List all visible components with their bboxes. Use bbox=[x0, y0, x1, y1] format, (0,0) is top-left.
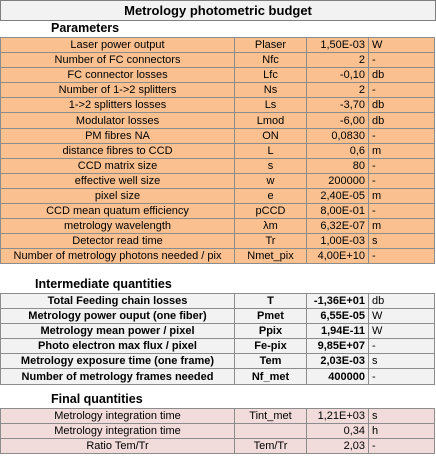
row-symbol-cell[interactable]: λm bbox=[235, 219, 307, 234]
row-name-cell[interactable]: Metrology integration time bbox=[1, 409, 235, 424]
row-unit-cell[interactable]: db bbox=[369, 68, 435, 83]
table-row bbox=[1, 128, 435, 143]
row-unit-cell[interactable]: - bbox=[369, 369, 435, 384]
row-name-cell[interactable]: Ratio Tem/Tr bbox=[1, 439, 235, 454]
parameters-heading[interactable]: Parameters bbox=[51, 21, 120, 35]
row-symbol-cell[interactable]: Ls bbox=[235, 98, 307, 113]
row-unit-cell[interactable]: s bbox=[369, 409, 435, 424]
row-unit-cell[interactable]: - bbox=[369, 173, 435, 188]
row-symbol-cell[interactable]: w bbox=[235, 173, 307, 188]
row-name-cell[interactable]: Metrology power ouput (one fiber) bbox=[1, 309, 235, 324]
row-value-cell[interactable]: 2,03 bbox=[307, 439, 369, 454]
row-symbol-cell[interactable]: Ppix bbox=[235, 324, 307, 339]
row-value-cell[interactable]: 400000 bbox=[307, 369, 369, 384]
table-row bbox=[1, 354, 435, 369]
row-name-cell[interactable]: Modulator losses bbox=[1, 113, 235, 128]
row-value-cell[interactable]: -0,10 bbox=[307, 68, 369, 83]
row-value-cell[interactable]: 4,00E+10 bbox=[307, 249, 369, 264]
row-value-cell[interactable]: 2 bbox=[307, 83, 369, 98]
row-symbol-cell[interactable]: e bbox=[235, 188, 307, 203]
row-name-cell[interactable]: Total Feeding chain losses bbox=[1, 294, 235, 309]
row-symbol-cell[interactable]: Tem bbox=[235, 354, 307, 369]
table-row bbox=[1, 188, 435, 203]
budget-title[interactable]: Metrology photometric budget bbox=[0, 0, 436, 21]
row-value-cell[interactable]: 1,50E-03 bbox=[307, 38, 369, 53]
row-symbol-cell[interactable]: T bbox=[235, 294, 307, 309]
table-row bbox=[1, 294, 435, 309]
row-name-cell[interactable]: Metrology exposure time (one frame) bbox=[1, 354, 235, 369]
intermediate-table bbox=[0, 293, 435, 385]
row-symbol-cell[interactable]: Tint_met bbox=[235, 409, 307, 424]
row-unit-cell[interactable]: m bbox=[369, 188, 435, 203]
row-unit-cell[interactable]: m bbox=[369, 219, 435, 234]
table-row bbox=[1, 409, 435, 424]
table-row bbox=[1, 424, 435, 439]
row-name-cell[interactable]: PM fibres NA bbox=[1, 128, 235, 143]
row-name-cell[interactable]: effective well size bbox=[1, 173, 235, 188]
row-unit-cell[interactable]: s bbox=[369, 234, 435, 249]
row-value-cell[interactable]: 2,03E-03 bbox=[307, 354, 369, 369]
row-value-cell[interactable]: 6,32E-07 bbox=[307, 219, 369, 234]
table-row bbox=[1, 83, 435, 98]
row-symbol-cell[interactable]: Pmet bbox=[235, 309, 307, 324]
row-symbol-cell[interactable]: Tem/Tr bbox=[235, 439, 307, 454]
row-value-cell[interactable]: 80 bbox=[307, 158, 369, 173]
row-name-cell[interactable]: pixel size bbox=[1, 188, 235, 203]
row-symbol-cell[interactable]: Tr bbox=[235, 234, 307, 249]
table-row bbox=[1, 439, 435, 454]
row-value-cell[interactable]: 1,21E+03 bbox=[307, 409, 369, 424]
row-symbol-cell[interactable]: ON bbox=[235, 128, 307, 143]
row-unit-cell[interactable]: W bbox=[369, 38, 435, 53]
row-value-cell[interactable]: 0,6 bbox=[307, 143, 369, 158]
row-name-cell[interactable]: CCD matrix size bbox=[1, 158, 235, 173]
row-unit-cell[interactable]: - bbox=[369, 439, 435, 454]
row-name-cell[interactable]: Number of 1->2 splitters bbox=[1, 83, 235, 98]
row-name-cell[interactable]: Detector read time bbox=[1, 234, 235, 249]
table-row bbox=[1, 219, 435, 234]
row-unit-cell[interactable]: - bbox=[369, 83, 435, 98]
row-value-cell[interactable]: 1,94E-11 bbox=[307, 324, 369, 339]
table-row bbox=[1, 158, 435, 173]
row-unit-cell[interactable]: - bbox=[369, 249, 435, 264]
table-row bbox=[1, 249, 435, 264]
table-row bbox=[1, 98, 435, 113]
row-unit-cell[interactable]: h bbox=[369, 424, 435, 439]
row-name-cell[interactable]: CCD mean quatum efficiency bbox=[1, 204, 235, 219]
row-name-cell[interactable]: metrology wavelength bbox=[1, 219, 235, 234]
row-unit-cell[interactable]: W bbox=[369, 324, 435, 339]
row-unit-cell[interactable]: db bbox=[369, 113, 435, 128]
row-symbol-cell[interactable]: Ns bbox=[235, 83, 307, 98]
row-value-cell[interactable]: 8,00E-01 bbox=[307, 204, 369, 219]
row-value-cell[interactable]: -1,36E+01 bbox=[307, 294, 369, 309]
row-unit-cell[interactable]: db bbox=[369, 98, 435, 113]
row-symbol-cell[interactable]: Plaser bbox=[235, 38, 307, 53]
row-name-cell[interactable]: 1->2 splitters losses bbox=[1, 98, 235, 113]
row-name-cell[interactable]: Number of FC connectors bbox=[1, 53, 235, 68]
row-symbol-cell[interactable] bbox=[235, 424, 307, 439]
final-table bbox=[0, 408, 435, 454]
row-name-cell[interactable]: Laser power output bbox=[1, 38, 235, 53]
table-row bbox=[1, 143, 435, 158]
row-symbol-cell[interactable]: Lfc bbox=[235, 68, 307, 83]
row-name-cell[interactable]: FC connector losses bbox=[1, 68, 235, 83]
table-row bbox=[1, 113, 435, 128]
row-unit-cell[interactable]: W bbox=[369, 309, 435, 324]
row-value-cell[interactable]: 1,00E-03 bbox=[307, 234, 369, 249]
row-value-cell[interactable]: 0,0830 bbox=[307, 128, 369, 143]
table-row bbox=[1, 234, 435, 249]
row-value-cell[interactable]: 9,85E+07 bbox=[307, 339, 369, 354]
table-row bbox=[1, 53, 435, 68]
row-symbol-cell[interactable]: pCCD bbox=[235, 204, 307, 219]
row-symbol-cell[interactable]: Nfc bbox=[235, 53, 307, 68]
table-row bbox=[1, 68, 435, 83]
table-row bbox=[1, 38, 435, 53]
row-name-cell[interactable]: Number of metrology frames needed bbox=[1, 369, 235, 384]
row-name-cell[interactable]: Photo electron max flux / pixel bbox=[1, 339, 235, 354]
row-symbol-cell[interactable]: L bbox=[235, 143, 307, 158]
row-unit-cell[interactable]: - bbox=[369, 158, 435, 173]
row-unit-cell[interactable]: m bbox=[369, 143, 435, 158]
row-symbol-cell[interactable]: Lmod bbox=[235, 113, 307, 128]
row-unit-cell[interactable]: - bbox=[369, 128, 435, 143]
table-row bbox=[1, 369, 435, 384]
row-symbol-cell[interactable]: Nmet_pix bbox=[235, 249, 307, 264]
row-symbol-cell[interactable]: Nf_met bbox=[235, 369, 307, 384]
row-unit-cell[interactable]: s bbox=[369, 354, 435, 369]
intermediate-heading[interactable]: Intermediate quantities bbox=[35, 277, 172, 291]
row-symbol-cell[interactable]: s bbox=[235, 158, 307, 173]
row-value-cell[interactable]: 2 bbox=[307, 53, 369, 68]
row-unit-cell[interactable]: - bbox=[369, 204, 435, 219]
table-row bbox=[1, 173, 435, 188]
row-unit-cell[interactable]: db bbox=[369, 294, 435, 309]
row-value-cell[interactable]: 200000 bbox=[307, 173, 369, 188]
row-value-cell[interactable]: 6,55E-05 bbox=[307, 309, 369, 324]
row-value-cell[interactable]: -3,70 bbox=[307, 98, 369, 113]
table-row bbox=[1, 204, 435, 219]
final-heading[interactable]: Final quantities bbox=[51, 392, 143, 406]
table-row bbox=[1, 309, 435, 324]
row-value-cell[interactable]: 2,40E-05 bbox=[307, 188, 369, 203]
table-row bbox=[1, 339, 435, 354]
row-symbol-cell[interactable]: Fe-pix bbox=[235, 339, 307, 354]
parameters-table bbox=[0, 37, 435, 264]
row-unit-cell[interactable]: - bbox=[369, 53, 435, 68]
row-name-cell[interactable]: Metrology integration time bbox=[1, 424, 235, 439]
table-row bbox=[1, 324, 435, 339]
row-name-cell[interactable]: distance fibres to CCD bbox=[1, 143, 235, 158]
row-name-cell[interactable]: Metrology mean power / pixel bbox=[1, 324, 235, 339]
row-name-cell[interactable]: Number of metrology photons needed / pix bbox=[1, 249, 235, 264]
row-value-cell[interactable]: -6,00 bbox=[307, 113, 369, 128]
row-unit-cell[interactable]: - bbox=[369, 339, 435, 354]
row-value-cell[interactable]: 0,34 bbox=[307, 424, 369, 439]
